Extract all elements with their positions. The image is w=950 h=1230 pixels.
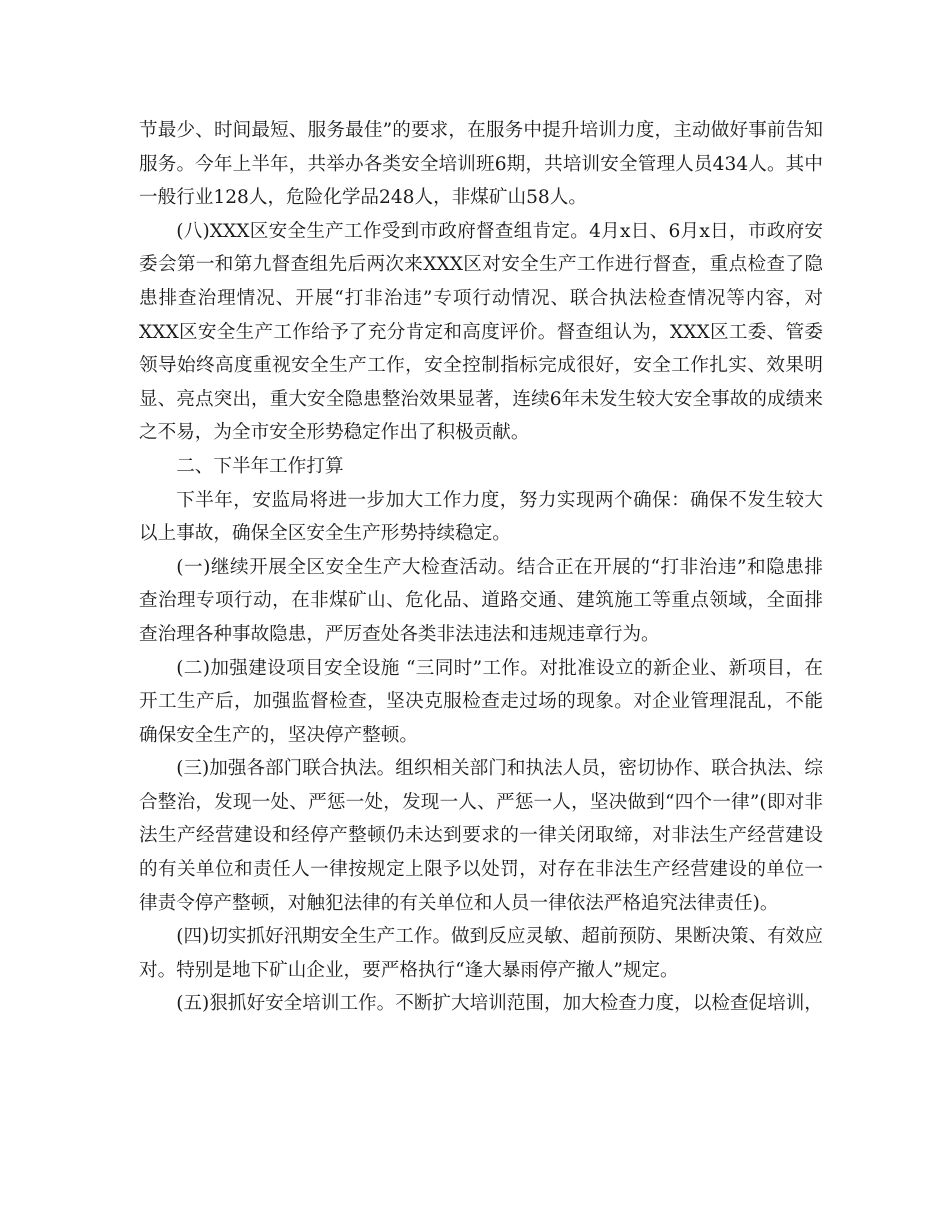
paragraph-item-3: (三)加强各部门联合执法。组织相关部门和执法人员，密切协作、联合执法、综合整治，发现一处、严惩一处，发现一人、严惩一人，坚决做到“四个一律”(即对非法生产经营建设和经停产整顿仍未达到要求的一律关闭取缔，对非法生产经营建设的有关单位和责任人一律按规定上限予以处罚，对存在非法生产经营建设的单位一律责令停产整顿，对触犯法律的有关单位和人员一律依法严格追究法律责任)。 [139,758,823,914]
document-page [139,114,823,1021]
paragraph-item-2: (二)加强建设项目安全设施 “三同时”工作。对批准设立的新企业、新项目，在开工生产后，加强监督检查，坚决克服检查走过场的现象。对企业管理混乱，不能确保安全生产的，坚决停产整顿。 [139,657,823,746]
section-heading: 二、下半年工作打算 [176,455,344,477]
paragraph-intro: 下半年，安监局将进一步加大工作力度，努力实现两个确保：确保不发生较大以上事故，确保全区安全生产形势持续稳定。 [139,489,823,545]
paragraph-continuation: 节最少、时间最短、服务最佳”的要求，在服务中提升培训力度，主动做好事前告知服务。今年上半年，共举办各类安全培训班6期，共培训安全管理人员434人。其中一般行业128人，危险化学品248人，非煤矿山58人。 [139,120,823,209]
paragraph-item-4: (四)切实抓好汛期安全生产工作。做到反应灵敏、超前预防、果断决策、有效应对。特别是地下矿山企业，要严格执行“逢大暴雨停产撤人”规定。 [139,926,823,981]
paragraph-item-5: (五)狠抓好安全培训工作。不断扩大培训范围，加大检查力度，以检查促培训， [176,993,823,1015]
paragraph-item-1: (一)继续开展全区安全生产大检查活动。结合正在开展的“打非治违”和隐患排查治理专项行动，在非煤矿山、危化品、道路交通、建筑施工等重点领域，全面排查治理各种事故隐患，严厉查处各类非法违法和违规违章行为。 [139,556,823,645]
paragraph-item-8: (八)XXX区安全生产工作受到市政府督查组肯定。4月x日、6月x日，市政府安委会第一和第九督查组先后两次来XXX区对安全生产工作进行督查，重点检查了隐患排查治理情况、开展“打非治违”专项行动情况、联合执法检查情况等内容，对XXX区安全生产工作给予了充分肯定和高度评价。督查组认为，XXX区工委、管委领导始终高度重视安全生产工作，安全控制指标完成很好，安全工作扎实、效果明显、亮点突出，重大安全隐患整治效果显著，连续6年未发生较大安全事故的成绩来之不易，为全市安全形势稳定作出了积极贡献。 [139,220,823,444]
